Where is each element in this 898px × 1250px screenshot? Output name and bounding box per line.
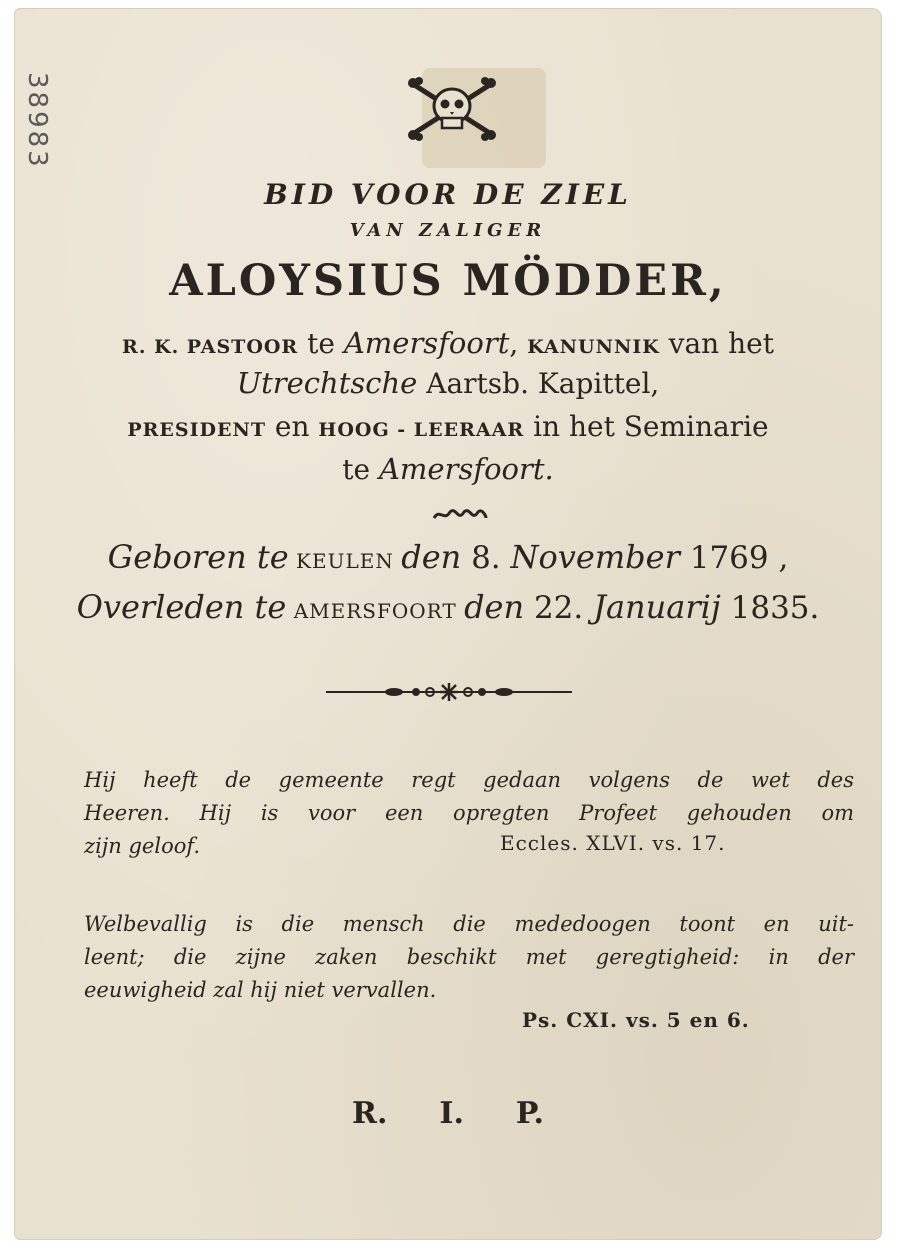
initial-letter: R. (352, 1096, 388, 1131)
heading-bid: BID VOOR DE ZIEL (264, 178, 632, 211)
date-text: KEULEN (288, 549, 402, 573)
rip-initials (14, 1096, 882, 1131)
verse-line: leent; die zijne zaken beschikt met geregtigheid: in der (84, 945, 854, 969)
verse-reference: Eccles. XLVI. vs. 17. (500, 831, 726, 855)
title-line-1 (14, 326, 882, 360)
verse-psalm (84, 908, 854, 1007)
death-line (14, 588, 882, 626)
title-text: Utrechtsche (236, 366, 418, 400)
verse-line: Welbevallig is die mensch die mededoogen toont en uit- (84, 912, 854, 936)
title-text: Amersfoort (343, 326, 510, 360)
date-text: AMERSFOORT (286, 599, 465, 623)
title-text: te (342, 453, 379, 486)
date-text: den (464, 588, 525, 626)
title-text: van het (659, 327, 774, 360)
title-text: Amersfoort. (378, 452, 554, 486)
memorial-card (14, 8, 882, 1240)
date-text: November (510, 538, 680, 576)
title-text: HOOG - LEERAAR (318, 419, 525, 441)
verse-line: eeuwigheid zal hij niet vervallen. (84, 978, 437, 1002)
title-line-2 (14, 366, 882, 400)
verse-line: zijn geloof. (84, 834, 201, 858)
title-line-4 (14, 452, 882, 486)
date-text: 22. (524, 590, 594, 626)
title-text: Aartsb. Kapittel, (417, 367, 660, 400)
title-text: te (298, 327, 344, 360)
date-text: 1769 , (679, 540, 789, 576)
date-text: Januarij (593, 588, 721, 626)
birth-line (14, 538, 882, 576)
initial-letter: P. (515, 1096, 544, 1131)
initial-letter: I. (439, 1096, 464, 1131)
verse-line: Heeren. Hij is voor een opregten Profeet gehouden om (84, 801, 854, 825)
verse-ecclesiasticus (84, 764, 854, 863)
inventory-number: 38983 (22, 72, 52, 170)
skull-crossbones-icon (404, 76, 500, 142)
title-text: in het Seminarie (524, 410, 769, 443)
verse-line: Hij heeft de gemeente regt gedaan volgens de wet des (84, 768, 854, 792)
date-text: Overleden te (76, 588, 287, 626)
heading-van: VAN ZALIGER (349, 220, 547, 241)
deceased-name: ALOYSIUS MÖDDER, (169, 256, 727, 306)
divider-ornament-icon (324, 680, 574, 704)
date-text: 1835. (720, 590, 820, 626)
swash-ornament-icon (432, 508, 488, 522)
title-text: KANUNNIK (527, 336, 660, 358)
title-text: R. K. PASTOOR (122, 336, 299, 358)
title-text: , (509, 327, 528, 360)
verse-reference: Ps. CXI. vs. 5 en 6. (522, 1008, 750, 1032)
title-text: en (266, 410, 319, 443)
date-text: Geboren te (107, 538, 289, 576)
date-text: den (401, 538, 462, 576)
title-line-3 (14, 410, 882, 443)
title-text: PRESIDENT (127, 419, 266, 441)
date-text: 8. (461, 540, 511, 576)
